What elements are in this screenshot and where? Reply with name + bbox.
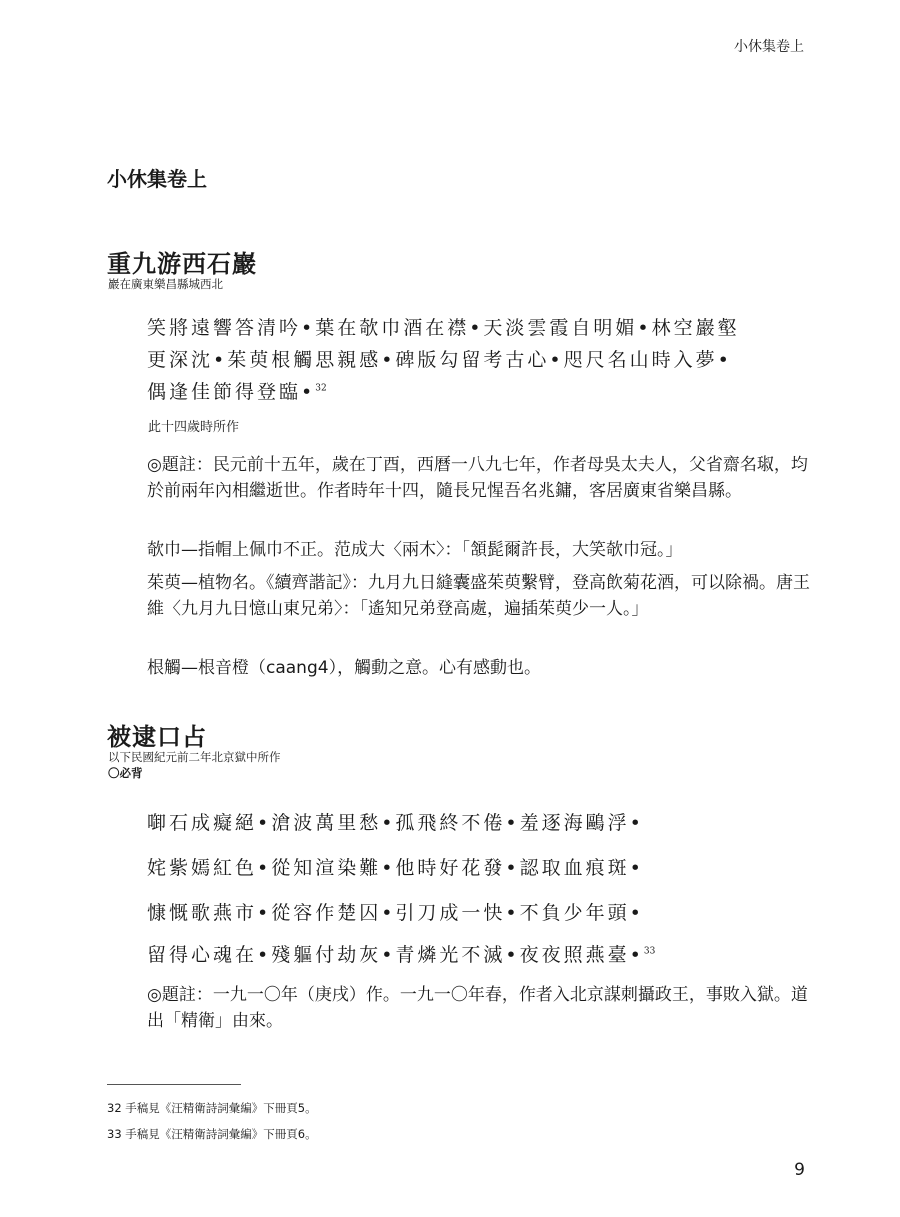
running-header: 小休集卷上 <box>734 39 804 55</box>
footnote-32: 32 手稿見《汪精衛詩詞彙編》下冊頁5。 <box>107 1101 317 1115</box>
poem2-line-1: 啣石成癡絕•滄波萬里愁•孤飛終不倦•羞逐海鷗浮• <box>147 812 644 834</box>
footnote-ref-32: 32 <box>315 383 327 394</box>
poem1-commentary-2: 欹巾—指帽上佩巾不正。范成大〈兩木〉：「頷髭爾許長，大笑欹巾冠。」 <box>147 540 683 560</box>
poem1-commentary-4: 根觸—根音橙（caang4），觸動之意。心有感動也。 <box>147 658 542 678</box>
poem2-commentary-1: ◎題註：一九一〇年（庚戌）作。一九一〇年春，作者入北京謀刺攝政王，事敗入獄。道出「精衛」由來。 <box>147 985 808 1031</box>
footnote-ref-33: 33 <box>643 946 656 957</box>
poem1-line-2: 更深沈•茱萸根觸思親感•碑版勾留考古心•咫尺名山時入夢• <box>147 349 732 371</box>
poem1-line-3-text: 偶逢佳節得登臨• <box>147 381 316 403</box>
poem-location-note-1: 巖在廣東樂昌縣城西北 <box>108 277 223 291</box>
poem2-line-4 <box>147 940 817 967</box>
poem1-commentary-1: ◎題註：民元前十五年，歲在丁酉，西曆一八九七年，作者母吳太夫人，父省齋名琡，均於前兩年內相繼逝世。作者時年十四，隨長兄惺吾名兆鏞，客居廣東省樂昌縣。 <box>147 455 808 501</box>
poem1-line-1: 笑將遠響答清吟•葉在欹巾酒在襟•天淡雲霞自明媚•林空巖壑 <box>147 317 740 339</box>
memorize-note: 〇必背 <box>108 766 143 780</box>
poem2-line-4-text: 留得心魂在•殘軀付劫灰•青燐光不滅•夜夜照燕臺• <box>147 944 644 966</box>
page-number: 9 <box>794 1160 805 1180</box>
poem1-line-3 <box>147 377 817 404</box>
poem-title-1: 重九游西石巖 <box>107 249 257 278</box>
poem2-line-2: 姹紫嫣紅色•從知渲染難•他時好花發•認取血痕斑• <box>147 857 644 879</box>
section-title: 小休集卷上 <box>107 167 207 191</box>
poem2-line-3: 慷慨歌燕市•從容作楚囚•引刀成一快•不負少年頭• <box>147 902 644 924</box>
poem1-commentary-3: 茱萸—植物名。《續齊諧記》：九月九日縫囊盛茱萸繫臂，登高飲菊花酒，可以除禍。唐王維〈九月九日憶山東兄弟〉：「遙知兄弟登高處，遍插茱萸少一人。」 <box>147 573 810 619</box>
poem-location-note-2: 以下民國紀元前二年北京獄中所作 <box>108 750 281 764</box>
poem-title-2: 被逮口占 <box>107 722 207 751</box>
footnote-divider <box>107 1084 241 1085</box>
poem1-age-note: 此十四歲時所作 <box>148 420 240 435</box>
footnote-33: 33 手稿見《汪精衛詩詞彙編》下冊頁6。 <box>107 1127 317 1141</box>
